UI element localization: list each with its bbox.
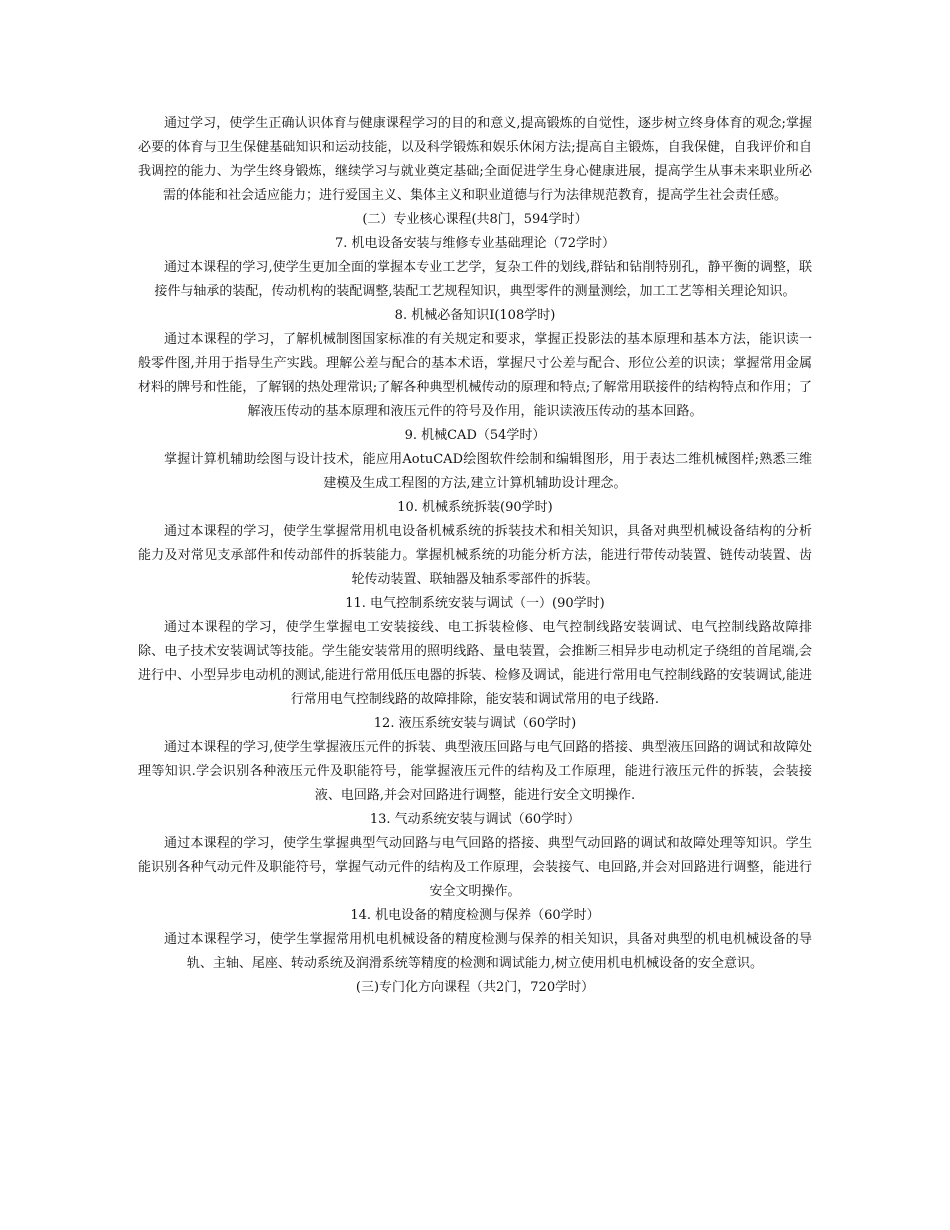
section-heading-core-courses: (二）专业核心课程(共8门，594学时） [362, 212, 588, 227]
course-description-10: 通过本课程的学习，使学生掌握常用机电设备机械系统的拆装技术和相关知识，具备对典型机械设备结构的分析能力及对常见支承部件和传动部件的拆装能力。掌握机械系统的功能分析方法，能进行带传动装置、链传动装置、齿轮传动装置、联轴器及轴系零部件的拆装。 [138, 524, 812, 587]
course-description-13: 通过本课程的学习，使学生掌握典型气动回路与电气回路的搭接、典型气动回路的调试和故障处理等知识。学生能识别各种气动元件及职能符号，掌握气动元件的结构及工作原理，会装接气、电回路,并会对回路进行调整，能进行安全文明操作。 [138, 836, 812, 899]
course-description-9: 掌握计算机辅助绘图与设计技术，能应用AotuCAD绘图软件绘制和编辑图形，用于表达二维机械图样;熟悉三维建模及生成工程图的方法,建立计算机辅助设计理念。 [164, 452, 812, 491]
course-heading-11: 11. 电气控制系统安装与调试（一）(90学时) [345, 596, 605, 611]
course-heading-12: 12. 液压系统安装与调试（60学时) [373, 716, 577, 731]
course-description-8: 通过本课程的学习，了解机械制图国家标准的有关规定和要求，掌握正投影法的基本原理和基本方法，能识读一般零件图,并用于指导生产实践。理解公差与配合的基本术语，掌握尺寸公差与配合、形位公差的识读；掌握常用金属材料的牌号和性能，了解钢的热处理常识;了解各种典型机械传动的原理和特点;了解常用联接件的结构特点和作用；了解液压传动的基本原理和液压元件的符号及作用，能识读液压传动的基本回路。 [138, 332, 812, 419]
course-heading-8: 8. 机械必备知识Ⅰ(108学时) [394, 308, 556, 323]
course-heading-9: 9. 机械CAD（54学时） [404, 428, 546, 443]
course-heading-13: 13. 气动系统安装与调试（60学时） [369, 812, 581, 827]
section-heading-specialized-courses: (三)专门化方向课程（共2门，720学时） [355, 980, 595, 995]
course-description-14: 通过本课程学习，使学生掌握常用机电机械设备的精度检测与保养的相关知识，具备对典型的机电机械设备的导轨、主轴、尾座、转动系统及润滑系统等精度的检测和调试能力,树立使用机电机械设备的安全意识。 [164, 932, 812, 971]
course-description-7: 通过本课程的学习,使学生更加全面的掌握本专业工艺学，复杂工件的划线,群钻和钻削特别孔，静平衡的调整，联接件与轴承的装配，传动机构的装配调整,装配工艺规程知识，典型零件的测量测绘，加工工艺等相关理论知识。 [154, 260, 812, 299]
course-heading-10: 10. 机械系统拆装(90学时) [397, 500, 553, 515]
course-description-11: 通过本课程的学习，使学生掌握电工安装接线、电工拆装检修、电气控制线路安装调试、电气控制线路故障排除、电子技术安装调试等技能。学生能安装常用的照明线路、量电装置，会推断三相异步电动机定子绕组的首尾端,会进行中、小型异步电动机的测试,能进行常用低压电器的拆装、检修及调试，能进行常用电气控制线路的安装调试,能进行常用电气控制线路的故障排除，能安装和调试常用的电子线路. [138, 620, 812, 707]
document-page [138, 112, 812, 1000]
course-heading-7: 7. 机电设备安装与维修专业基础理论（72学时） [334, 236, 616, 251]
pe-course-description: 通过学习，使学生正确认识体育与健康课程学习的目的和意义,提高锻炼的自觉性，逐步树立终身体育的观念;掌握必要的体育与卫生保健基础知识和运动技能，以及科学锻炼和娱乐休闲方法;提高自主锻炼，自我保健，自我评价和自我调控的能力、为学生终身锻炼，继续学习与就业奠定基础;全面促进学生身心健康进展，提高学生从事未来职业所必需的体能和社会适应能力；进行爱国主义、集体主义和职业道德与行为法律规范教育，提高学生社会责任感。 [138, 116, 812, 203]
course-description-12: 通过本课程的学习,使学生掌握液压元件的拆装、典型液压回路与电气回路的搭接、典型液压回路的调试和故障处理等知识.学会识别各种液压元件及职能符号，能掌握液压元件的结构及工作原理，能进行液压元件的拆装，会装接液、电回路,并会对回路进行调整，能进行安全文明操作. [138, 740, 812, 803]
course-heading-14: 14. 机电设备的精度检测与保养（60学时） [350, 908, 600, 923]
